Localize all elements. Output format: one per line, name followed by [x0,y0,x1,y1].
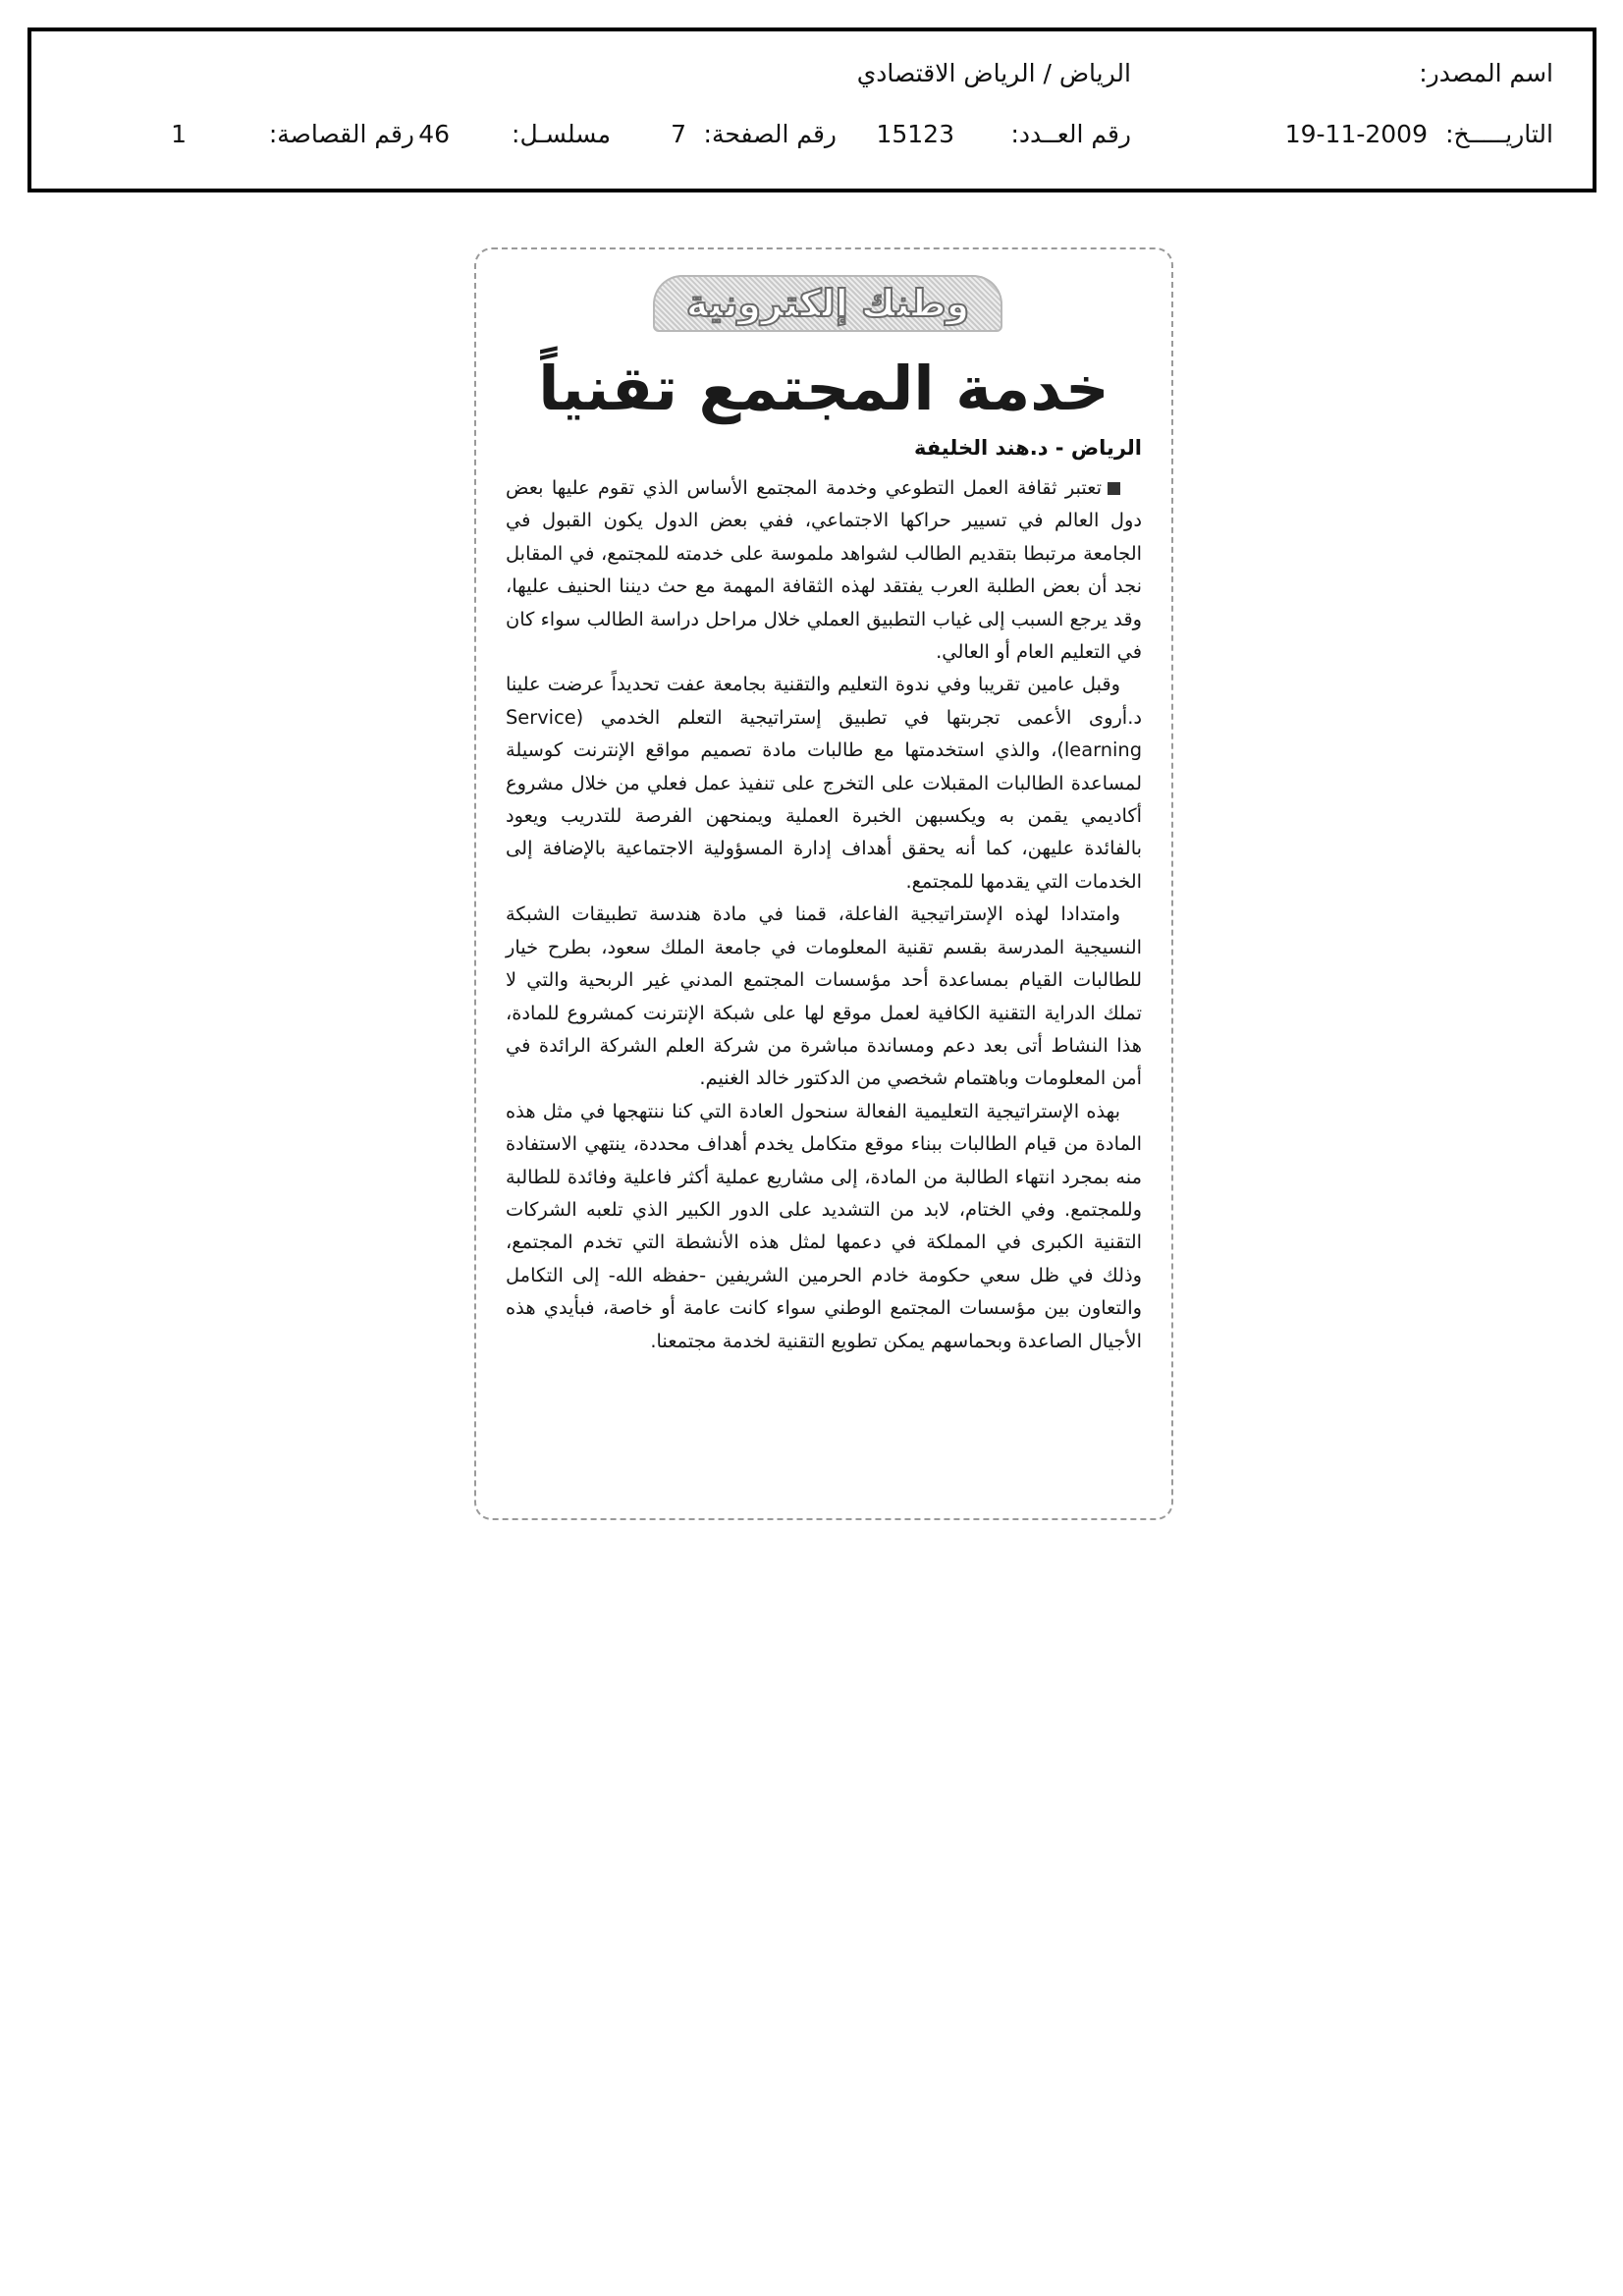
article-paragraph-4: بهذه الإستراتيجية التعليمية الفعالة سنحول العادة التي كنا ننتهجها في مثل هذه المادة من قيام الطالبات ببناء موقع متكامل يخدم أهداف محددة، ينتهي الاستفادة منه بمجرد انتهاء الطالبة من المادة، إلى مشاريع عملية أكثر فاعلية وفائدة للطالبة وللمجتمع. وفي الختام، لابد من التشديد على الدور الكبير الذي تلعبه الشركات التقنية الكبرى في المملكة في دعمها لمثل هذه الأنشطة التي تخدم المجتمع، وذلك في ظل سعي حكومة خادم الحرمين الشريفين -حفظه الله- إلى التكامل والتعاون بين مؤسسات المجتمع الوطني سواء كانت عامة أو خاصة، فبأيدي هذه الأجيال الصاعدة وبحماسهم يمكن تطويع التقنية لخدمة مجتمعنا. [506,1099,1142,1352]
clipping-number-value: 1 [171,120,187,148]
source-value: الرياض / الرياض الاقتصادي [856,59,1131,87]
source-label: اسم المصدر: [1419,59,1553,87]
serial-label: مسلسـل: [512,120,611,148]
issue-label: رقم العــدد: [1010,120,1131,148]
serial-value: 46 [418,120,450,148]
newspaper-clipping [474,247,1173,1520]
article-headline: خدمة المجتمع تقنياً [538,353,1109,424]
article-paragraph-3: وامتدادا لهذه الإستراتيجية الفاعلة، قمنا في مادة هندسة تطبيقات الشبكة النسيجية المدرسة بقسم تقنية المعلومات في جامعة الملك سعود، بطرح خيار للطالبات القيام بمساعدة أحد مؤسسات المجتمع المدني غير الربحية والتي لا تملك الدراية التقنية الكافية لعمل موقع لها على شبكة الإنترنت كمشروع للمادة، هذا النشاط أتى بعد دعم ومساندة مباشرة من شركة العلم الشركة الرائدة في أمن المعلومات وباهتمام شخصي من الدكتور خالد الغنيم. [506,902,1142,1090]
page-label: رقم الصفحة: [703,120,837,148]
clipping-metadata-box [27,27,1596,192]
section-banner-text: وطنك إلكترونية [685,282,970,325]
date-value: 19-11-2009 [1284,120,1428,148]
article-body [506,471,1142,1357]
article-paragraph-1 [506,471,1142,668]
clipping-number-label: رقم القصاصة: [268,120,414,148]
article-paragraph-2: وقبل عامين تقريبا وفي ندوة التعليم والتقنية بجامعة عفت تحديداً عرضت علينا د.أروى الأعمى تجربتها في تطبيق إستراتيجية التعلم الخدمي (Service learning)، والذي استخدمتها مع طالبات مادة تصميم مواقع الإنترنت كوسيلة لمساعدة الطالبات المقبلات على التخرج على تنفيذ عمل فعلي من خلال مشروع أكاديمي يقمن به ويكسبهن الخبرة العملية ويمنحهن الفرصة للتدريب ويعود بالفائدة عليهن، كما أنه يحقق أهداف إدارة المسؤولية الاجتماعية بالإضافة إلى الخدمات التي يقدمها للمجتمع. [506,673,1142,893]
square-bullet-icon [1108,482,1120,495]
issue-value: 15123 [876,120,954,148]
section-banner [653,275,1002,332]
date-label: التاريـــــخ: [1445,120,1553,148]
article-byline: الرياض - د.هند الخليفة [913,436,1142,460]
page-value: 7 [671,120,686,148]
article-paragraph-1-text: تعتبر ثقافة العمل التطوعي وخدمة المجتمع الأساس الذي تقوم عليها بعض دول العالم في تسيير حراكها الاجتماعي، ففي بعض الدول يكون القبول في الجامعة مرتبطا بتقديم الطالب لشواهد ملموسة على خدمته للمجتمع، في المقابل نجد أن بعض الطلبة العرب يفتقد لهذه الثقافة المهمة مع حث ديننا الحنيف عليها، وقد يرجع السبب إلى غياب التطبيق العملي خلال مراحل دراسة الطالب سواء كان في التعليم العام أو العالي. [506,476,1142,664]
